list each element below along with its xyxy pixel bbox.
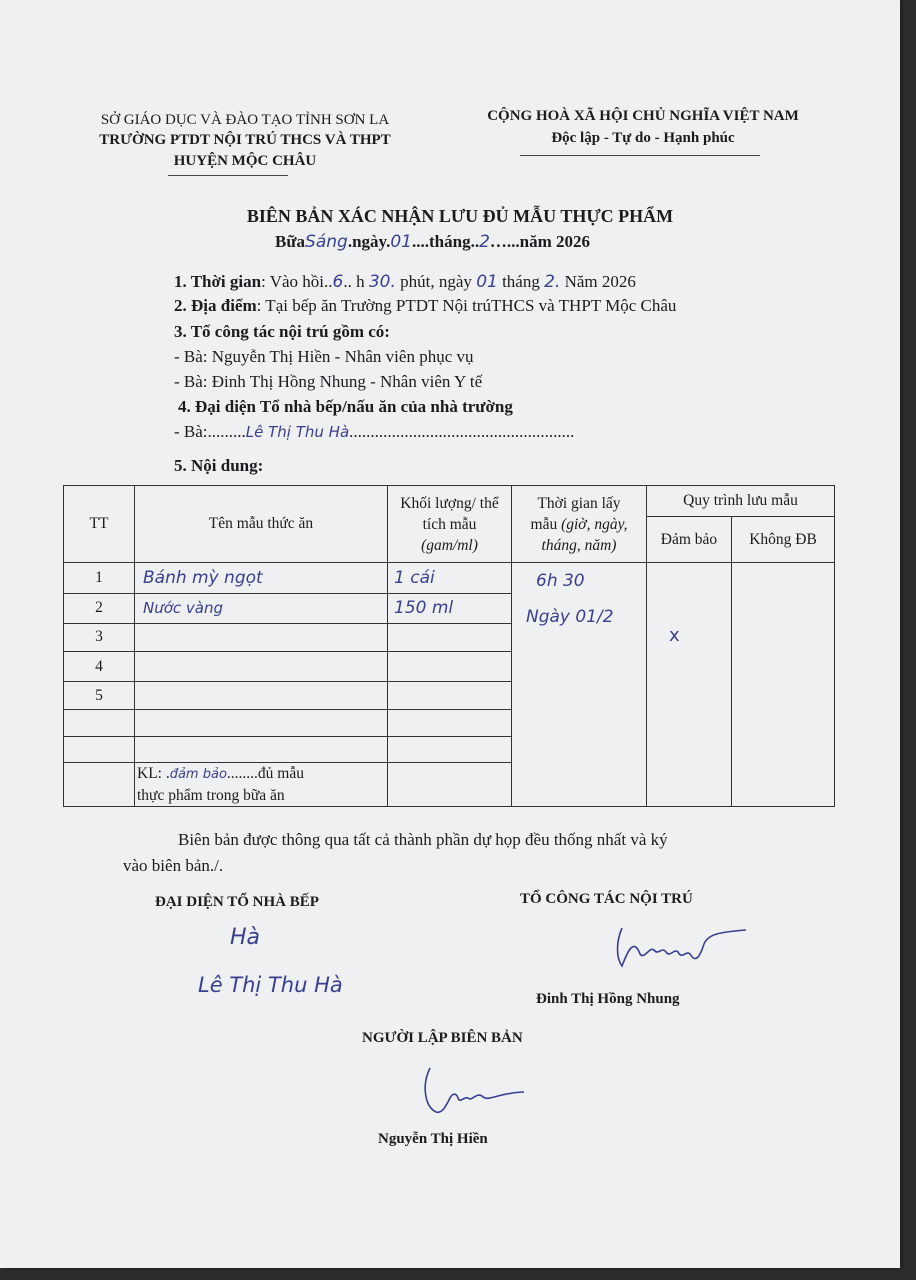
section-content-label: 5. Nội dung: — [174, 456, 264, 475]
row-food-name: Nước vàng — [135, 593, 388, 623]
header-volume — [388, 486, 512, 563]
recorder-signature — [420, 1062, 530, 1122]
kitchen-rep-dots: ..................................................... — [349, 422, 575, 441]
header-volume-unit: (gam/ml) — [421, 536, 478, 554]
sample-time-cell — [512, 563, 647, 807]
boarding-team-title: TỔ CÔNG TÁC NỘI TRÚ — [520, 891, 693, 907]
section-time — [174, 272, 636, 292]
row-volume — [388, 736, 512, 762]
header-not-ok: Không ĐB — [732, 517, 835, 563]
header-volume-line1: Khối lượng/ thể — [400, 494, 499, 512]
header-sample-time — [512, 486, 647, 563]
meal-value: Sáng — [305, 232, 348, 252]
conclusion-prefix: KL: . — [137, 764, 170, 782]
school-name: TRƯỜNG PTDT NỘI TRÚ THCS VÀ THPT — [99, 132, 391, 148]
header-time-line3: tháng, năm) — [541, 536, 617, 554]
row-food-name — [135, 736, 388, 762]
header-tt: TT — [64, 486, 135, 563]
row-tt: 3 — [64, 623, 135, 651]
row-food-name: Bánh mỳ ngọt — [135, 563, 388, 593]
section-location-label: 2. Địa điểm — [174, 296, 257, 315]
row-tt: 2 — [64, 593, 135, 623]
row-volume: 1 cái — [388, 563, 512, 593]
date-day-value: 01 — [476, 272, 498, 292]
section-time-label: 1. Thời gian — [174, 272, 262, 291]
team-member-2: - Bà: Đinh Thị Hồng Nhung - Nhân viên Y tế — [174, 372, 483, 391]
month-label: ....tháng.. — [412, 232, 480, 251]
conclusion-volume-cell — [388, 762, 512, 806]
header-time-line1: Thời gian lấy — [537, 494, 621, 512]
motto: Độc lập - Tự do - Hạnh phúc — [551, 130, 735, 146]
header-volume-line2: tích mẫu — [422, 515, 477, 533]
sample-time-value: 6h 30 — [536, 571, 585, 592]
country-name: CỘNG HOÀ XÃ HỘI CHỦ NGHĨA VIỆT NAM — [487, 108, 799, 124]
not-ok-cell — [732, 563, 835, 807]
row-tt: 5 — [64, 682, 135, 710]
section-kitchen-label: 4. Đại diện Tổ nhà bếp/nấu ăn của nhà trường — [178, 397, 513, 416]
year-label: …...năm 2026 — [489, 232, 591, 251]
kitchen-signature: Hà — [230, 925, 261, 950]
meal-date-line — [275, 232, 590, 252]
ok-cell — [647, 563, 732, 807]
section-location — [174, 296, 676, 316]
date-month-value: 2. — [544, 272, 561, 292]
row-volume — [388, 623, 512, 651]
header-time-line2b: (giờ, ngày, — [561, 515, 628, 533]
row-volume — [388, 682, 512, 710]
hour-value: 6 — [332, 272, 344, 292]
recorder-name: Nguyễn Thị Hiền — [378, 1131, 488, 1147]
kitchen-rep-title: ĐẠI DIỆN TỔ NHÀ BẾP — [155, 894, 319, 910]
kitchen-rep-name-hw: Lê Thị Thu Hà — [198, 973, 343, 997]
row-tt — [64, 710, 135, 736]
location-text: : Tại bếp ăn Trường PTDT Nội trúTHCS và THPT Mộc Châu — [256, 296, 677, 315]
boarding-signature — [610, 920, 755, 975]
kitchen-rep-line — [174, 422, 574, 442]
recorder-title: NGƯỜI LẬP BIÊN BẢN — [362, 1030, 523, 1046]
day-value: 01 — [390, 232, 412, 252]
row-volume — [388, 710, 512, 736]
row-food-name — [135, 623, 388, 651]
row-food-name — [135, 682, 388, 710]
document-title: BIÊN BẢN XÁC NHẬN LƯU ĐỦ MẪU THỰC PHẨM — [246, 206, 674, 226]
month-value: 2 — [479, 232, 490, 252]
section-team-label: 3. Tổ công tác nội trú gồm có: — [174, 322, 390, 341]
time-text-a: : Vào hồi.. — [261, 272, 333, 291]
boarding-member-name: Đinh Thị Hồng Nhung — [536, 991, 680, 1007]
time-text-d: tháng — [502, 272, 540, 291]
closing-line-1: Biên bản được thông qua tất cả thành phần dự họp đều thống nhất và ký — [178, 830, 668, 849]
conclusion-tt-cell — [64, 762, 135, 806]
closing-line-2: vào biên bản./. — [123, 856, 224, 875]
kitchen-rep-prefix: - Bà:......... — [174, 422, 246, 441]
row-volume — [388, 652, 512, 682]
food-sample-table — [63, 485, 835, 807]
header-time-line2a: mẫu — [530, 515, 562, 533]
table-row — [64, 563, 835, 593]
row-tt: 1 — [64, 563, 135, 593]
minute-value: 30. — [368, 272, 396, 292]
conclusion-cell — [135, 762, 388, 806]
conclusion-line2: thực phẩm trong bữa ăn — [137, 786, 285, 804]
row-tt — [64, 736, 135, 762]
sample-date-value: Ngày 01/2 — [526, 607, 614, 628]
conclusion-suffix: ........đủ mẫu — [226, 764, 304, 782]
time-text-c: phút, ngày — [400, 272, 472, 291]
time-text-e: Năm 2026 — [564, 272, 636, 291]
time-text-b: .. h — [343, 272, 365, 291]
meal-label: Bữa — [275, 232, 306, 251]
header-food-name: Tên mẫu thức ăn — [135, 486, 388, 563]
header-ok: Đảm bảo — [647, 517, 732, 563]
header-left-underline — [168, 175, 288, 176]
row-food-name — [135, 710, 388, 736]
team-member-1: - Bà: Nguyễn Thị Hiền - Nhân viên phục vụ — [174, 347, 474, 366]
ok-mark: x — [669, 625, 680, 647]
header-right-underline — [520, 155, 760, 156]
row-food-name — [135, 652, 388, 682]
conclusion-value: đảm bảo — [169, 766, 227, 782]
header-process: Quy trình lưu mẫu — [647, 486, 835, 517]
district-name: HUYỆN MỘC CHÂU — [173, 153, 317, 169]
row-tt: 4 — [64, 652, 135, 682]
day-label: .ngày. — [347, 232, 391, 251]
row-volume: 150 ml — [388, 593, 512, 623]
dept-name: SỞ GIÁO DỤC VÀ ĐÀO TẠO TỈNH SƠN LA — [100, 112, 390, 128]
kitchen-rep-name: Lê Thị Thu Hà — [245, 423, 350, 441]
